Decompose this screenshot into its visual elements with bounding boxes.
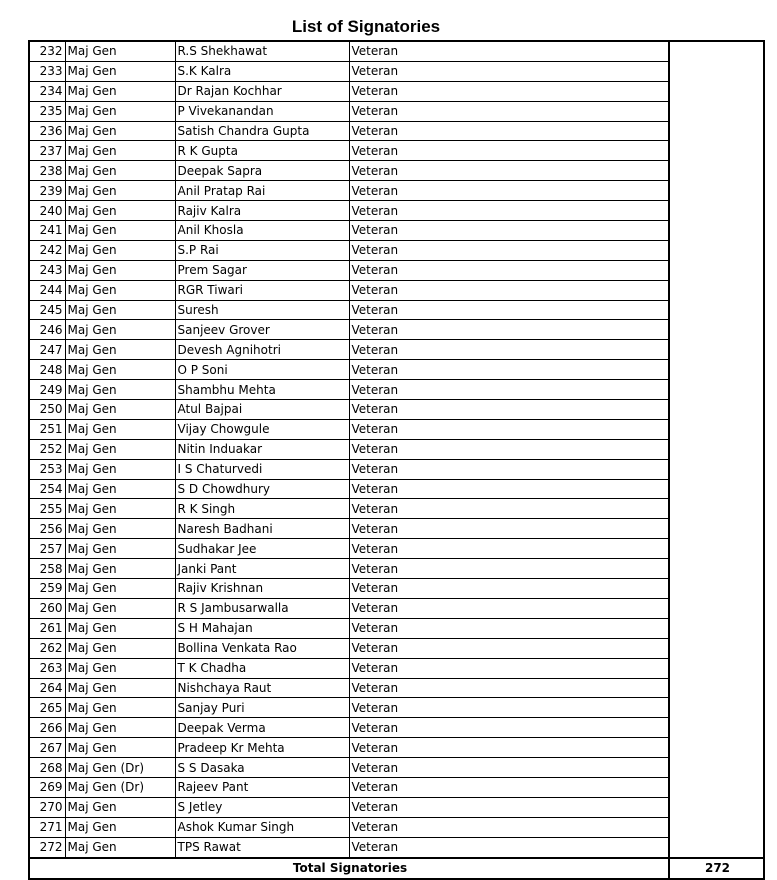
- table-row: [29, 718, 764, 738]
- name-cell: P Vivekanandan: [175, 101, 349, 121]
- rank-cell: Maj Gen: [65, 360, 175, 380]
- rank-cell: Maj Gen: [65, 161, 175, 181]
- status-cell: Veteran: [349, 340, 669, 360]
- rank-cell: Maj Gen: [65, 678, 175, 698]
- table-row: [29, 61, 764, 81]
- status-cell: Veteran: [349, 598, 669, 618]
- name-cell: Naresh Badhani: [175, 519, 349, 539]
- row-number: 253: [29, 459, 65, 479]
- blank-cell: [669, 101, 764, 121]
- table-row: [29, 618, 764, 638]
- name-cell: Suresh: [175, 300, 349, 320]
- blank-cell: [669, 579, 764, 599]
- rank-cell: Maj Gen: [65, 837, 175, 857]
- name-cell: R S Jambusarwalla: [175, 598, 349, 618]
- row-number: 256: [29, 519, 65, 539]
- status-cell: Veteran: [349, 380, 669, 400]
- name-cell: I S Chaturvedi: [175, 459, 349, 479]
- row-number: 249: [29, 380, 65, 400]
- blank-cell: [669, 240, 764, 260]
- rank-cell: Maj Gen: [65, 101, 175, 121]
- rank-cell: Maj Gen: [65, 479, 175, 499]
- name-cell: S H Mahajan: [175, 618, 349, 638]
- rank-cell: Maj Gen: [65, 320, 175, 340]
- blank-cell: [669, 618, 764, 638]
- row-number: 261: [29, 618, 65, 638]
- name-cell: Nitin Induakar: [175, 439, 349, 459]
- row-number: 232: [29, 41, 65, 61]
- blank-cell: [669, 658, 764, 678]
- row-number: 245: [29, 300, 65, 320]
- rank-cell: Maj Gen: [65, 380, 175, 400]
- name-cell: Rajeev Pant: [175, 777, 349, 797]
- status-cell: Veteran: [349, 260, 669, 280]
- rank-cell: Maj Gen: [65, 817, 175, 837]
- row-number: 246: [29, 320, 65, 340]
- table-row: [29, 638, 764, 658]
- blank-cell: [669, 817, 764, 837]
- status-cell: Veteran: [349, 400, 669, 420]
- blank-cell: [669, 360, 764, 380]
- name-cell: S Jetley: [175, 797, 349, 817]
- status-cell: Veteran: [349, 101, 669, 121]
- table-row: [29, 81, 764, 101]
- blank-cell: [669, 519, 764, 539]
- blank-cell: [669, 738, 764, 758]
- status-cell: Veteran: [349, 320, 669, 340]
- row-number: 266: [29, 718, 65, 738]
- row-number: 248: [29, 360, 65, 380]
- status-cell: Veteran: [349, 499, 669, 519]
- rank-cell: Maj Gen: [65, 519, 175, 539]
- row-number: 250: [29, 400, 65, 420]
- blank-cell: [669, 539, 764, 559]
- name-cell: Janki Pant: [175, 559, 349, 579]
- table-row: [29, 121, 764, 141]
- blank-cell: [669, 221, 764, 241]
- blank-cell: [669, 141, 764, 161]
- table-row: [29, 221, 764, 241]
- status-cell: Veteran: [349, 817, 669, 837]
- table-row: [29, 777, 764, 797]
- status-cell: Veteran: [349, 419, 669, 439]
- rank-cell: Maj Gen: [65, 419, 175, 439]
- table-row: [29, 519, 764, 539]
- table-row: [29, 141, 764, 161]
- blank-cell: [669, 161, 764, 181]
- rank-cell: Maj Gen: [65, 738, 175, 758]
- name-cell: T K Chadha: [175, 658, 349, 678]
- row-number: 252: [29, 439, 65, 459]
- table-row: [29, 658, 764, 678]
- rank-cell: Maj Gen: [65, 459, 175, 479]
- table-row: [29, 817, 764, 837]
- table-row: [29, 419, 764, 439]
- blank-cell: [669, 260, 764, 280]
- status-cell: Veteran: [349, 519, 669, 539]
- row-number: 270: [29, 797, 65, 817]
- row-number: 263: [29, 658, 65, 678]
- row-number: 240: [29, 201, 65, 221]
- blank-cell: [669, 718, 764, 738]
- status-cell: Veteran: [349, 678, 669, 698]
- name-cell: Sanjay Puri: [175, 698, 349, 718]
- status-cell: Veteran: [349, 638, 669, 658]
- row-number: 242: [29, 240, 65, 260]
- status-cell: Veteran: [349, 718, 669, 738]
- rank-cell: Maj Gen: [65, 240, 175, 260]
- signatories-sheet: [28, 40, 765, 880]
- table-row: [29, 240, 764, 260]
- blank-cell: [669, 181, 764, 201]
- row-number: 235: [29, 101, 65, 121]
- blank-cell: [669, 300, 764, 320]
- blank-cell: [669, 797, 764, 817]
- rank-cell: Maj Gen: [65, 718, 175, 738]
- name-cell: RGR Tiwari: [175, 280, 349, 300]
- rank-cell: Maj Gen: [65, 797, 175, 817]
- name-cell: R.S Shekhawat: [175, 41, 349, 61]
- table-row: [29, 479, 764, 499]
- name-cell: Ashok Kumar Singh: [175, 817, 349, 837]
- name-cell: TPS Rawat: [175, 837, 349, 857]
- name-cell: Rajiv Kalra: [175, 201, 349, 221]
- blank-cell: [669, 837, 764, 857]
- blank-cell: [669, 280, 764, 300]
- row-number: 265: [29, 698, 65, 718]
- status-cell: Veteran: [349, 141, 669, 161]
- status-cell: Veteran: [349, 81, 669, 101]
- total-row: [29, 858, 764, 879]
- row-number: 236: [29, 121, 65, 141]
- blank-cell: [669, 638, 764, 658]
- name-cell: Prem Sagar: [175, 260, 349, 280]
- table-row: [29, 161, 764, 181]
- rank-cell: Maj Gen: [65, 81, 175, 101]
- rank-cell: Maj Gen: [65, 181, 175, 201]
- table-row: [29, 280, 764, 300]
- rank-cell: Maj Gen: [65, 698, 175, 718]
- blank-cell: [669, 41, 764, 61]
- blank-cell: [669, 121, 764, 141]
- status-cell: Veteran: [349, 579, 669, 599]
- rank-cell: Maj Gen (Dr): [65, 777, 175, 797]
- table-row: [29, 360, 764, 380]
- rank-cell: Maj Gen: [65, 499, 175, 519]
- row-number: 255: [29, 499, 65, 519]
- blank-cell: [669, 559, 764, 579]
- status-cell: Veteran: [349, 240, 669, 260]
- status-cell: Veteran: [349, 181, 669, 201]
- row-number: 271: [29, 817, 65, 837]
- rank-cell: Maj Gen: [65, 260, 175, 280]
- table-row: [29, 41, 764, 61]
- rank-cell: Maj Gen: [65, 300, 175, 320]
- name-cell: Dr Rajan Kochhar: [175, 81, 349, 101]
- name-cell: Devesh Agnihotri: [175, 340, 349, 360]
- blank-cell: [669, 201, 764, 221]
- table-row: [29, 758, 764, 778]
- status-cell: Veteran: [349, 360, 669, 380]
- blank-cell: [669, 459, 764, 479]
- row-number: 254: [29, 479, 65, 499]
- status-cell: Veteran: [349, 300, 669, 320]
- status-cell: Veteran: [349, 459, 669, 479]
- blank-cell: [669, 61, 764, 81]
- row-number: 234: [29, 81, 65, 101]
- row-number: 257: [29, 539, 65, 559]
- row-number: 272: [29, 837, 65, 857]
- name-cell: Nishchaya Raut: [175, 678, 349, 698]
- row-number: 259: [29, 579, 65, 599]
- row-number: 267: [29, 738, 65, 758]
- status-cell: Veteran: [349, 479, 669, 499]
- status-cell: Veteran: [349, 698, 669, 718]
- table-row: [29, 698, 764, 718]
- rank-cell: Maj Gen: [65, 638, 175, 658]
- page-title: List of Signatories: [291, 17, 441, 36]
- status-cell: Veteran: [349, 758, 669, 778]
- blank-cell: [669, 479, 764, 499]
- row-number: 260: [29, 598, 65, 618]
- blank-cell: [669, 380, 764, 400]
- blank-cell: [669, 598, 764, 618]
- name-cell: Deepak Verma: [175, 718, 349, 738]
- table-row: [29, 579, 764, 599]
- row-number: 238: [29, 161, 65, 181]
- rank-cell: Maj Gen: [65, 658, 175, 678]
- row-number: 258: [29, 559, 65, 579]
- status-cell: Veteran: [349, 837, 669, 857]
- name-cell: S.K Kalra: [175, 61, 349, 81]
- name-cell: R K Singh: [175, 499, 349, 519]
- table-row: [29, 678, 764, 698]
- signatories-table: [28, 40, 765, 880]
- rank-cell: Maj Gen: [65, 598, 175, 618]
- table-row: [29, 320, 764, 340]
- row-number: 237: [29, 141, 65, 161]
- name-cell: Shambhu Mehta: [175, 380, 349, 400]
- status-cell: Veteran: [349, 61, 669, 81]
- row-number: 251: [29, 419, 65, 439]
- blank-cell: [669, 499, 764, 519]
- status-cell: Veteran: [349, 797, 669, 817]
- name-cell: S D Chowdhury: [175, 479, 349, 499]
- status-cell: Veteran: [349, 539, 669, 559]
- row-number: 262: [29, 638, 65, 658]
- name-cell: Atul Bajpai: [175, 400, 349, 420]
- row-number: 244: [29, 280, 65, 300]
- table-row: [29, 499, 764, 519]
- row-number: 264: [29, 678, 65, 698]
- total-label: Total Signatories: [29, 858, 669, 879]
- blank-cell: [669, 777, 764, 797]
- blank-cell: [669, 419, 764, 439]
- rank-cell: Maj Gen: [65, 41, 175, 61]
- blank-cell: [669, 678, 764, 698]
- status-cell: Veteran: [349, 280, 669, 300]
- blank-cell: [669, 439, 764, 459]
- status-cell: Veteran: [349, 777, 669, 797]
- table-row: [29, 559, 764, 579]
- status-cell: Veteran: [349, 221, 669, 241]
- row-number: 247: [29, 340, 65, 360]
- name-cell: Anil Pratap Rai: [175, 181, 349, 201]
- name-cell: S S Dasaka: [175, 758, 349, 778]
- status-cell: Veteran: [349, 658, 669, 678]
- table-row: [29, 439, 764, 459]
- status-cell: Veteran: [349, 439, 669, 459]
- name-cell: Rajiv Krishnan: [175, 579, 349, 599]
- signatories-rows: [29, 41, 764, 858]
- blank-cell: [669, 400, 764, 420]
- status-cell: Veteran: [349, 618, 669, 638]
- rank-cell: Maj Gen: [65, 280, 175, 300]
- rank-cell: Maj Gen: [65, 201, 175, 221]
- name-cell: Anil Khosla: [175, 221, 349, 241]
- rank-cell: Maj Gen: [65, 579, 175, 599]
- table-row: [29, 797, 764, 817]
- status-cell: Veteran: [349, 161, 669, 181]
- rank-cell: Maj Gen (Dr): [65, 758, 175, 778]
- table-row: [29, 738, 764, 758]
- blank-cell: [669, 698, 764, 718]
- name-cell: Bollina Venkata Rao: [175, 638, 349, 658]
- rank-cell: Maj Gen: [65, 559, 175, 579]
- rank-cell: Maj Gen: [65, 121, 175, 141]
- name-cell: Satish Chandra Gupta: [175, 121, 349, 141]
- row-number: 269: [29, 777, 65, 797]
- rank-cell: Maj Gen: [65, 618, 175, 638]
- row-number: 243: [29, 260, 65, 280]
- table-row: [29, 459, 764, 479]
- row-number: 233: [29, 61, 65, 81]
- row-number: 239: [29, 181, 65, 201]
- table-row: [29, 340, 764, 360]
- name-cell: Sudhakar Jee: [175, 539, 349, 559]
- table-row: [29, 181, 764, 201]
- rank-cell: Maj Gen: [65, 340, 175, 360]
- name-cell: O P Soni: [175, 360, 349, 380]
- total-value: 272: [669, 858, 764, 879]
- status-cell: Veteran: [349, 559, 669, 579]
- rank-cell: Maj Gen: [65, 400, 175, 420]
- status-cell: Veteran: [349, 121, 669, 141]
- name-cell: Pradeep Kr Mehta: [175, 738, 349, 758]
- status-cell: Veteran: [349, 738, 669, 758]
- row-number: 241: [29, 221, 65, 241]
- rank-cell: Maj Gen: [65, 439, 175, 459]
- rank-cell: Maj Gen: [65, 61, 175, 81]
- name-cell: S.P Rai: [175, 240, 349, 260]
- status-cell: Veteran: [349, 201, 669, 221]
- table-row: [29, 539, 764, 559]
- table-row: [29, 260, 764, 280]
- blank-cell: [669, 340, 764, 360]
- name-cell: Deepak Sapra: [175, 161, 349, 181]
- table-row: [29, 201, 764, 221]
- status-cell: Veteran: [349, 41, 669, 61]
- table-row: [29, 400, 764, 420]
- name-cell: R K Gupta: [175, 141, 349, 161]
- rank-cell: Maj Gen: [65, 539, 175, 559]
- blank-cell: [669, 758, 764, 778]
- name-cell: Sanjeev Grover: [175, 320, 349, 340]
- table-row: [29, 300, 764, 320]
- row-number: 268: [29, 758, 65, 778]
- name-cell: Vijay Chowgule: [175, 419, 349, 439]
- rank-cell: Maj Gen: [65, 221, 175, 241]
- rank-cell: Maj Gen: [65, 141, 175, 161]
- blank-cell: [669, 320, 764, 340]
- table-row: [29, 101, 764, 121]
- table-row: [29, 598, 764, 618]
- blank-cell: [669, 81, 764, 101]
- table-row: [29, 380, 764, 400]
- table-row: [29, 837, 764, 857]
